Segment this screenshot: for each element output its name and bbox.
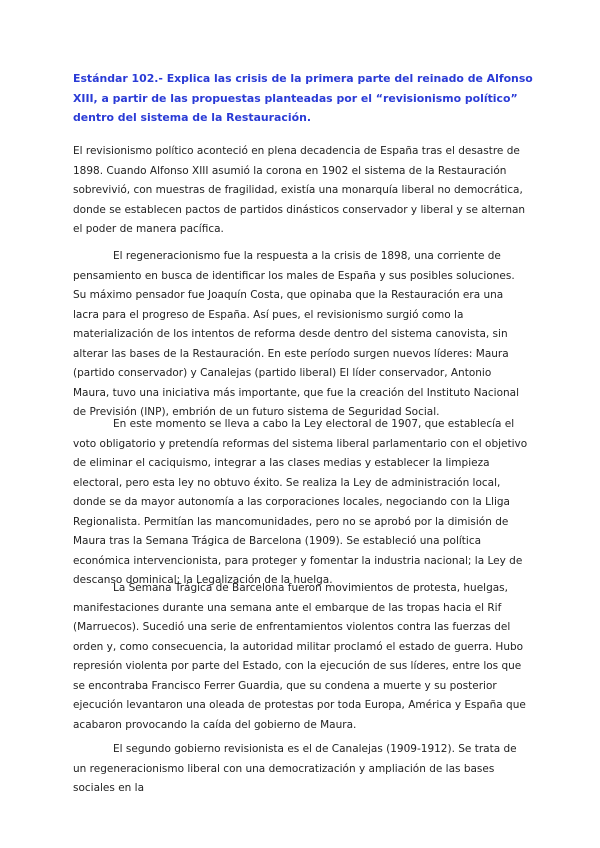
- paragraph-intro: El revisionismo político aconteció en plena decadencia de España tras el desastre de 1898. Cuando Alfonso XIII asumió la corona en 1902 el sistema de la Restauración sobrevivió, con muestras de fragilidad, existía una monarquía liberal no democrática, donde se establecen pactos de partidos dinásticos conservador y liberal y se alternan el poder de manera pacífica.: [73, 145, 526, 235]
- paragraph-canalejas: El segundo gobierno revisionista es el de Canalejas (1909-1912). Se trata de un regeneracionismo liberal con una democratización y ampliación de las bases sociales en la: [73, 743, 517, 794]
- paragraph-semana-tragica: La Semana Trágica de Barcelona fueron movimientos de protesta, huelgas, manifestaciones durante una semana ante el embarque de las tropas hacia el Rif (Marruecos). Sucedió una serie de enfrentamientos violentos contra las fuerzas del orden y, como consecuencia, la autoridad militar proclamó el estado de guerra. Hubo represión violenta por parte del Estado, con la ejecución de sus líderes, entre los que se encontraba Francisco Ferrer Guardia, que su condena a muerte y su posterior ejecución levantaron una oleada de protestas por toda Europa, América y España que acabaron provocando la caída del gobierno de Maura.: [73, 582, 526, 731]
- document-heading: Estándar 102.- Explica las crisis de la primera parte del reinado de Alfonso XIII, a partir de las propuestas planteadas por el “revisionismo político” dentro del sistema de la Restauración.: [73, 72, 533, 124]
- paragraph-regeneracionismo: El regeneracionismo fue la respuesta a la crisis de 1898, una corriente de pensamiento en busca de identificar los males de España y sus posibles soluciones. Su máximo pensador fue Joaquín Costa, que opinaba que la Restauración era una lacra para el progreso de España. Así pues, el revisionismo surgió como la materialización de los intentos de reforma desde dentro del sistema canovista, sin alterar las bases de la Restauración. En este período surgen nuevos líderes: Maura (partido conservador) y Canalejas (partido liberal) El líder conservador, Antonio Maura, tuvo una iniciativa más importante, que fue la creación del Instituto Nacional de Previsión (INP), embrión de un futuro sistema de Seguridad Social.: [73, 250, 520, 418]
- paragraph-ley-electoral: En este momento se lleva a cabo la Ley electoral de 1907, que establecía el voto obligatorio y pretendía reformas del sistema liberal parlamentario con el objetivo de eliminar el caciquismo, integrar a las clases medias y establecer la limpieza electoral, pero esta ley no obtuvo éxito. Se realiza la Ley de administración local, donde se da mayor autonomía a las corporaciones locales, negociando con la Lliga Regionalista. Permitían las mancomunidades, pero no se aprobó por la dimisión de Maura tras la Semana Trágica de Barcelona (1909). Se estableció una política económica intervencionista, para proteger y fomentar la industria nacional; la Ley de descanso dominical; la Legalización de la huelga.: [73, 418, 528, 586]
